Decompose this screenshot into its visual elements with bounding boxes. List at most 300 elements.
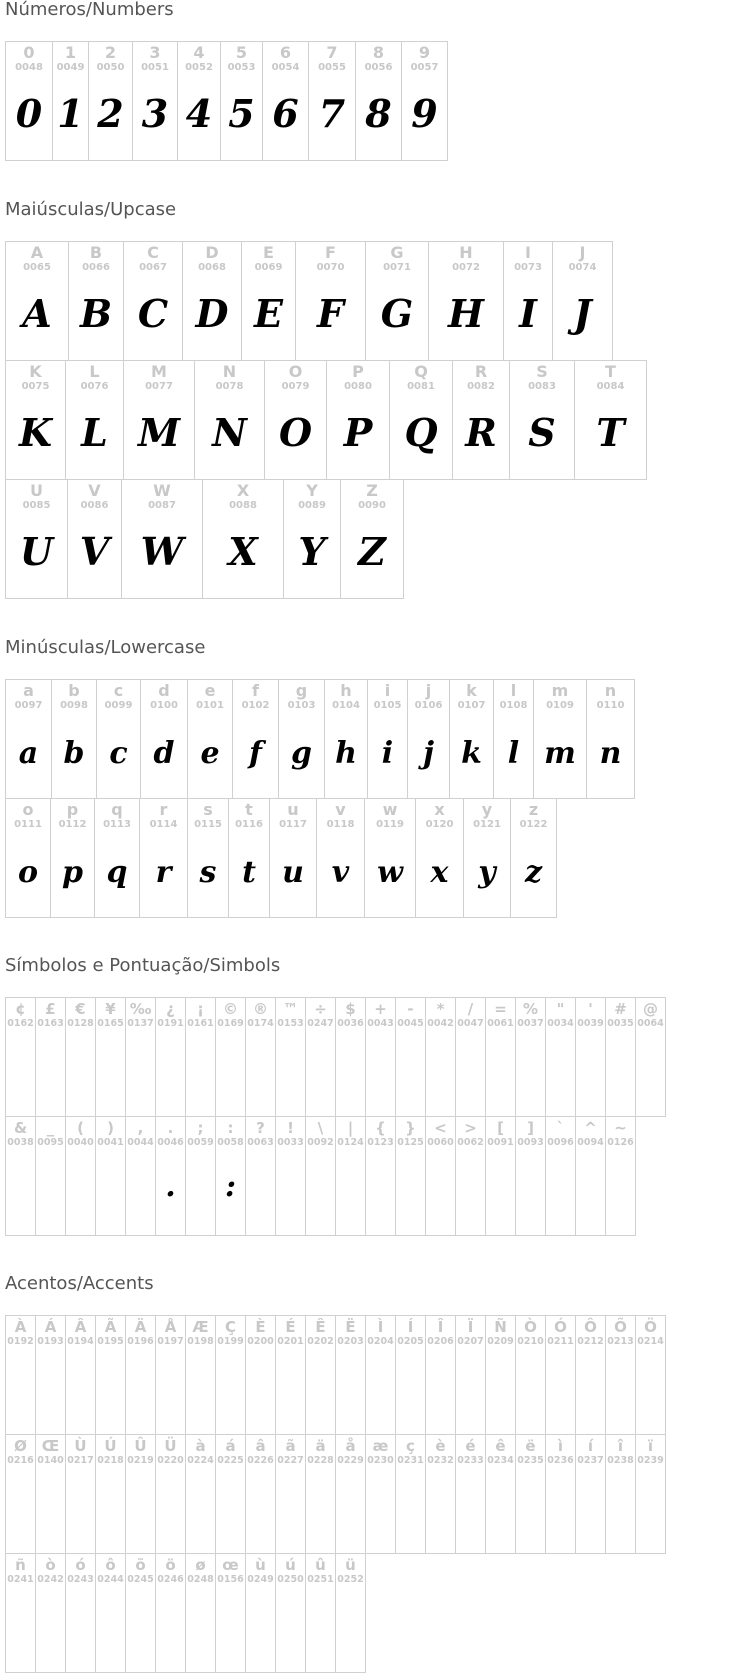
- glyph-char-label: ä: [315, 1437, 326, 1455]
- glyph-code-label: 0252: [337, 1574, 364, 1585]
- glyph-sample: c: [109, 736, 128, 771]
- glyph-char-label: n: [604, 681, 617, 700]
- glyph-code-label: 0156: [217, 1574, 244, 1585]
- glyph-sample: i: [381, 736, 394, 771]
- glyph-code-label: 0206: [427, 1336, 454, 1347]
- glyph-char-label: @: [643, 1000, 658, 1018]
- glyph-cell: [575, 1315, 606, 1435]
- glyph-sample: 9: [411, 91, 438, 136]
- glyph-cell: [545, 1434, 576, 1554]
- glyph-sample: j: [423, 736, 434, 771]
- glyph-code-label: 0057: [410, 62, 439, 73]
- glyph-sample: t: [242, 855, 256, 890]
- glyph-cell: [515, 997, 546, 1117]
- glyph-sample: 0: [15, 91, 43, 136]
- glyph-cell: [139, 798, 188, 918]
- glyph-char-label: ì: [557, 1437, 564, 1455]
- glyph-cell: [187, 798, 229, 918]
- glyph-sample: 7: [318, 91, 346, 136]
- glyph-char-label: œ: [222, 1556, 239, 1574]
- glyph-code-label: 0153: [277, 1018, 304, 1029]
- glyph-char-label: T: [605, 362, 616, 381]
- glyph-code-label: 0097: [14, 700, 43, 711]
- glyph-char-label: 4: [193, 43, 205, 62]
- glyph-sample: T: [596, 410, 625, 455]
- glyph-char-label: y: [481, 800, 493, 819]
- glyph-code-label: 0124: [337, 1137, 364, 1148]
- glyph-code-label: 0241: [7, 1574, 34, 1585]
- glyph-code-label: 0237: [577, 1455, 604, 1466]
- glyph-code-label: 0046: [157, 1137, 184, 1148]
- glyph-sample: w: [377, 855, 403, 890]
- glyph-cell: [185, 997, 216, 1117]
- glyph-sample: g: [291, 736, 312, 771]
- glyph-code-label: 0122: [519, 819, 548, 830]
- glyph-cell: [552, 241, 613, 361]
- glyph-cell: [5, 360, 66, 480]
- upcase-grid: [5, 241, 646, 598]
- glyph-code-label: 0035: [607, 1018, 634, 1029]
- glyph-code-label: 0077: [145, 381, 173, 392]
- glyph-code-label: 0242: [37, 1574, 64, 1585]
- glyph-code-label: 0084: [596, 381, 625, 392]
- glyph-sample: s: [199, 855, 217, 890]
- glyph-code-label: 0063: [247, 1137, 274, 1148]
- glyph-char-label: Y: [306, 481, 318, 500]
- glyph-cell: [635, 1315, 666, 1435]
- glyph-cell: [125, 1116, 156, 1236]
- glyph-char-label: Ï: [467, 1318, 474, 1336]
- glyph-char-label: Ä: [134, 1318, 147, 1336]
- glyph-code-label: 0209: [487, 1336, 514, 1347]
- glyph-code-label: 0204: [367, 1336, 394, 1347]
- glyph-cell: [95, 997, 126, 1117]
- glyph-cell: [515, 1116, 546, 1236]
- glyph-sample: d: [153, 736, 175, 771]
- glyph-cell: [395, 1315, 426, 1435]
- glyph-char-label: €: [75, 1000, 86, 1018]
- glyph-cell: [5, 1553, 36, 1673]
- glyph-cell: [365, 1434, 396, 1554]
- symbols-grid: [5, 997, 665, 1235]
- glyph-code-label: 0094: [577, 1137, 604, 1148]
- glyph-code-label: 0226: [247, 1455, 274, 1466]
- glyph-char-label: â: [255, 1437, 266, 1455]
- glyph-code-label: 0232: [427, 1455, 454, 1466]
- glyph-cell: [510, 798, 557, 918]
- glyph-sample: a: [18, 736, 39, 771]
- glyph-cell: [88, 41, 133, 161]
- glyph-cell: [305, 997, 336, 1117]
- glyph-cell: [485, 997, 516, 1117]
- glyph-char-label: 1: [64, 43, 77, 62]
- glyph-cell: [132, 41, 178, 161]
- glyph-char-label: 2: [104, 43, 117, 62]
- glyph-row: [5, 1434, 665, 1553]
- glyph-code-label: 0205: [397, 1336, 424, 1347]
- glyph-char-label: Ô: [584, 1318, 597, 1336]
- glyph-cell: [202, 479, 284, 599]
- glyph-cell: [65, 1315, 96, 1435]
- glyph-cell: [455, 1116, 486, 1236]
- glyph-cell: [68, 241, 124, 361]
- glyph-cell: [367, 679, 408, 799]
- glyph-code-label: 0104: [332, 700, 360, 711]
- glyph-code-label: 0212: [577, 1336, 604, 1347]
- glyph-char-label: r: [159, 800, 168, 819]
- glyph-char-label: G: [390, 243, 404, 262]
- glyph-cell: [455, 1434, 486, 1554]
- glyph-code-label: 0230: [367, 1455, 394, 1466]
- glyph-code-label: 0116: [235, 819, 263, 830]
- glyph-cell: [275, 1553, 306, 1673]
- glyph-char-label: I: [525, 243, 531, 262]
- glyph-char-label: %: [522, 1000, 539, 1018]
- glyph-code-label: 0207: [457, 1336, 484, 1347]
- glyph-char-label: ': [588, 1000, 593, 1018]
- glyph-sample: m: [544, 736, 576, 771]
- glyph-code-label: 0125: [397, 1137, 424, 1148]
- glyph-code-label: 0092: [307, 1137, 334, 1148]
- glyph-char-label: $: [345, 1000, 356, 1018]
- glyph-code-label: 0174: [247, 1018, 274, 1029]
- glyph-char-label: H: [459, 243, 473, 262]
- glyph-char-label: Ö: [644, 1318, 657, 1336]
- glyph-cell: [425, 1116, 456, 1236]
- glyph-code-label: 0043: [367, 1018, 394, 1029]
- glyph-char-label: F: [325, 243, 336, 262]
- glyph-code-label: 0047: [457, 1018, 484, 1029]
- glyph-char-label: £: [45, 1000, 56, 1018]
- glyph-code-label: 0196: [127, 1336, 154, 1347]
- glyph-cell: [95, 1116, 126, 1236]
- glyph-cell: [455, 1315, 486, 1435]
- glyph-code-label: 0117: [279, 819, 307, 830]
- glyph-code-label: 0236: [547, 1455, 574, 1466]
- glyph-char-label: R: [474, 362, 488, 381]
- glyph-code-label: 0075: [21, 381, 50, 392]
- glyph-code-label: 0119: [376, 819, 404, 830]
- glyph-char-label: Î: [437, 1318, 444, 1336]
- glyph-cell: [5, 241, 69, 361]
- section-title-numbers: Números/Numbers: [5, 0, 174, 20]
- glyph-sample: 3: [141, 91, 169, 136]
- glyph-cell: [125, 1434, 156, 1554]
- glyph-cell: [335, 1553, 366, 1673]
- glyph-code-label: 0126: [607, 1137, 634, 1148]
- glyph-cell: [241, 241, 296, 361]
- glyph-cell: [575, 1116, 606, 1236]
- glyph-char-label: ]: [527, 1119, 534, 1137]
- glyph-cell: [123, 241, 183, 361]
- glyph-code-label: 0227: [277, 1455, 304, 1466]
- glyph-char-label: !: [287, 1119, 294, 1137]
- glyph-code-label: 0219: [127, 1455, 154, 1466]
- glyph-sample: h: [335, 736, 357, 771]
- glyph-row: [5, 1315, 665, 1434]
- glyph-cell: [509, 360, 575, 480]
- glyph-code-label: 0202: [307, 1336, 334, 1347]
- glyph-code-label: 0062: [457, 1137, 484, 1148]
- glyph-cell: [264, 360, 327, 480]
- glyph-cell: [635, 1434, 666, 1554]
- glyph-sample: P: [343, 410, 373, 455]
- glyph-cell: [123, 360, 195, 480]
- glyph-cell: [177, 41, 221, 161]
- glyph-char-label: +: [374, 1000, 387, 1018]
- glyph-sample: Q: [404, 410, 438, 455]
- glyph-cell: [365, 1315, 396, 1435]
- glyph-char-label: #: [614, 1000, 627, 1018]
- glyph-cell: [275, 1434, 306, 1554]
- glyph-sample: 6: [272, 91, 299, 136]
- glyph-code-label: 0233: [457, 1455, 484, 1466]
- glyph-char-label: :: [227, 1119, 234, 1137]
- glyph-char-label: ¥: [105, 1000, 116, 1018]
- glyph-cell: [65, 1116, 96, 1236]
- glyph-row: [5, 241, 646, 360]
- glyph-code-label: 0080: [344, 381, 372, 392]
- glyph-row: [5, 679, 634, 798]
- glyph-char-label: Z: [366, 481, 378, 500]
- glyph-char-label: ã: [285, 1437, 296, 1455]
- glyph-code-label: 0093: [517, 1137, 544, 1148]
- glyph-code-label: 0123: [367, 1137, 394, 1148]
- glyph-char-label: b: [68, 681, 80, 700]
- glyph-cell: [269, 798, 317, 918]
- glyph-code-label: 0244: [97, 1574, 124, 1585]
- glyph-code-label: 0161: [187, 1018, 214, 1029]
- glyph-char-label: O: [288, 362, 303, 381]
- glyph-char-label: z: [528, 800, 539, 819]
- glyph-cell: [452, 360, 510, 480]
- glyph-cell: [155, 1116, 186, 1236]
- glyph-code-label: 0033: [277, 1137, 304, 1148]
- glyph-code-label: 0056: [364, 62, 393, 73]
- glyph-char-label: c: [113, 681, 124, 700]
- glyph-sample: k: [461, 736, 482, 771]
- glyph-char-label: ‰: [129, 1000, 152, 1018]
- section-title-accents: Acentos/Accents: [5, 1273, 154, 1294]
- glyph-char-label: ë: [525, 1437, 536, 1455]
- glyph-cell: [155, 1434, 186, 1554]
- glyph-char-label: û: [315, 1556, 326, 1574]
- glyph-code-label: 0231: [397, 1455, 424, 1466]
- glyph-code-label: 0065: [23, 262, 51, 273]
- glyph-code-label: 0203: [337, 1336, 364, 1347]
- glyph-char-label: ñ: [15, 1556, 26, 1574]
- glyph-cell: [187, 679, 233, 799]
- glyph-char-label: p: [66, 800, 79, 819]
- glyph-cell: [401, 41, 448, 161]
- glyph-code-label: 0099: [104, 700, 133, 711]
- glyph-code-label: 0100: [150, 700, 178, 711]
- glyph-char-label: ò: [45, 1556, 56, 1574]
- glyph-char-label: ü: [345, 1556, 356, 1574]
- glyph-cell: [155, 1315, 186, 1435]
- glyph-char-label: 6: [279, 43, 292, 62]
- glyph-cell: [574, 360, 647, 480]
- glyph-code-label: 0201: [277, 1336, 304, 1347]
- glyph-cell: [515, 1434, 546, 1554]
- glyph-code-label: 0037: [517, 1018, 544, 1029]
- glyph-char-label: 3: [149, 43, 161, 62]
- glyph-char-label: ^: [584, 1119, 597, 1137]
- glyph-char-label: 0: [23, 43, 35, 62]
- glyph-row: [5, 41, 447, 160]
- glyph-code-label: 0162: [7, 1018, 34, 1029]
- glyph-sample: b: [63, 736, 85, 771]
- glyph-code-label: 0111: [14, 819, 42, 830]
- glyph-char-label: X: [236, 481, 250, 500]
- glyph-char-label: Ú: [104, 1437, 117, 1455]
- glyph-code-label: 0068: [198, 262, 226, 273]
- glyph-code-label: 0113: [103, 819, 131, 830]
- glyph-code-label: 0042: [427, 1018, 454, 1029]
- glyph-char-label: N: [222, 362, 237, 381]
- glyph-code-label: 0073: [514, 262, 542, 273]
- glyph-code-label: 0055: [318, 62, 346, 73]
- glyph-code-label: 0101: [196, 700, 224, 711]
- glyph-cell: [155, 1553, 186, 1673]
- glyph-cell: [182, 241, 242, 361]
- glyph-char-label: ™: [283, 1000, 298, 1018]
- glyph-char-label: u: [287, 800, 299, 819]
- lowercase-grid: [5, 679, 634, 917]
- glyph-sample: W: [140, 529, 184, 574]
- glyph-cell: [575, 997, 606, 1117]
- glyph-char-label: &: [13, 1119, 28, 1137]
- glyph-sample: :: [224, 1169, 237, 1204]
- glyph-code-label: 0228: [307, 1455, 334, 1466]
- glyph-cell: [308, 41, 356, 161]
- glyph-char-label: î: [617, 1437, 624, 1455]
- glyph-sample: f: [249, 736, 262, 771]
- glyph-cell: [605, 1315, 636, 1435]
- glyph-char-label: w: [382, 800, 398, 819]
- glyph-row: [5, 1116, 665, 1235]
- glyph-char-label: g: [295, 681, 308, 700]
- glyph-char-label: Á: [44, 1318, 57, 1336]
- glyph-cell: [245, 1553, 276, 1673]
- glyph-char-label: Ü: [164, 1437, 177, 1455]
- glyph-char-label: Ø: [14, 1437, 27, 1455]
- glyph-char-label: ô: [105, 1556, 116, 1574]
- glyph-char-label: ú: [285, 1556, 296, 1574]
- glyph-code-label: 0118: [326, 819, 355, 830]
- glyph-sample: S: [528, 410, 556, 455]
- glyph-code-label: 0079: [281, 381, 310, 392]
- glyph-cell: [635, 997, 666, 1117]
- glyph-code-label: 0195: [97, 1336, 124, 1347]
- glyph-char-label: ,: [137, 1119, 144, 1137]
- glyph-char-label: Í: [407, 1318, 414, 1336]
- glyph-code-label: 0050: [96, 62, 125, 73]
- glyph-cell: [65, 1553, 96, 1673]
- glyph-char-label: ê: [495, 1437, 506, 1455]
- glyph-cell: [305, 1315, 336, 1435]
- glyph-code-label: 0249: [247, 1574, 274, 1585]
- glyph-code-label: 0053: [227, 62, 256, 73]
- glyph-char-label: Ù: [74, 1437, 87, 1455]
- glyph-char-label: è: [435, 1437, 446, 1455]
- glyph-code-label: 0112: [58, 819, 87, 830]
- glyph-cell: [455, 997, 486, 1117]
- glyph-char-label: D: [205, 243, 219, 262]
- glyph-sample: F: [317, 291, 344, 336]
- glyph-cell: [364, 798, 416, 918]
- glyph-char-label: m: [551, 681, 569, 700]
- glyph-char-label: f: [252, 681, 259, 700]
- glyph-code-label: 0169: [217, 1018, 244, 1029]
- glyph-cell: [5, 41, 53, 161]
- glyph-code-label: 0198: [187, 1336, 214, 1347]
- glyph-char-label: ö: [165, 1556, 176, 1574]
- glyph-code-label: 0106: [414, 700, 443, 711]
- glyph-cell: [215, 1434, 246, 1554]
- glyph-cell: [605, 1434, 636, 1554]
- glyph-char-label: È: [255, 1318, 266, 1336]
- glyph-char-label: é: [465, 1437, 476, 1455]
- glyph-sample: v: [331, 855, 350, 890]
- glyph-char-label: à: [195, 1437, 206, 1455]
- glyph-cell: [275, 1116, 306, 1236]
- glyph-sample: y: [478, 855, 496, 890]
- glyph-char-label: Œ: [41, 1437, 60, 1455]
- glyph-code-label: 0105: [373, 700, 402, 711]
- glyph-sample: G: [380, 291, 414, 336]
- glyph-cell: [35, 1315, 66, 1435]
- glyph-cell: [95, 1553, 126, 1673]
- glyph-char-label: C: [147, 243, 159, 262]
- glyph-cell: [5, 997, 36, 1117]
- glyph-char-label: t: [245, 800, 253, 819]
- glyph-code-label: 0110: [596, 700, 625, 711]
- glyph-cell: [335, 1434, 366, 1554]
- glyph-cell: [463, 798, 511, 918]
- glyph-char-label: á: [225, 1437, 236, 1455]
- glyph-row: [5, 798, 634, 917]
- glyph-code-label: 0102: [241, 700, 270, 711]
- glyph-code-label: 0250: [277, 1574, 304, 1585]
- glyph-char-label: ç: [406, 1437, 415, 1455]
- glyph-sample: 5: [228, 91, 255, 136]
- glyph-code-label: 0115: [194, 819, 222, 830]
- glyph-code-label: 0088: [229, 500, 257, 511]
- glyph-cell: [95, 1434, 126, 1554]
- glyph-sample: l: [507, 736, 520, 771]
- glyph-code-label: 0085: [22, 500, 51, 511]
- glyph-cell: [326, 360, 390, 480]
- glyph-cell: [305, 1553, 336, 1673]
- glyph-char-label: o: [22, 800, 34, 819]
- glyph-char-label: Ò: [524, 1318, 537, 1336]
- glyph-code-label: 0247: [307, 1018, 334, 1029]
- glyph-char-label: B: [89, 243, 103, 262]
- glyph-cell: [96, 679, 141, 799]
- glyph-char-label: À: [14, 1318, 27, 1336]
- glyph-cell: [278, 679, 325, 799]
- glyph-char-label: M: [151, 362, 167, 381]
- glyph-cell: [215, 1315, 246, 1435]
- glyph-code-label: 0049: [56, 62, 85, 73]
- glyph-char-label: ï: [647, 1437, 654, 1455]
- glyph-cell: [305, 1116, 336, 1236]
- glyph-code-label: 0082: [467, 381, 495, 392]
- glyph-sample: M: [137, 410, 181, 455]
- glyph-char-label: ÷: [314, 1000, 327, 1018]
- glyph-char-label: Ì: [377, 1318, 384, 1336]
